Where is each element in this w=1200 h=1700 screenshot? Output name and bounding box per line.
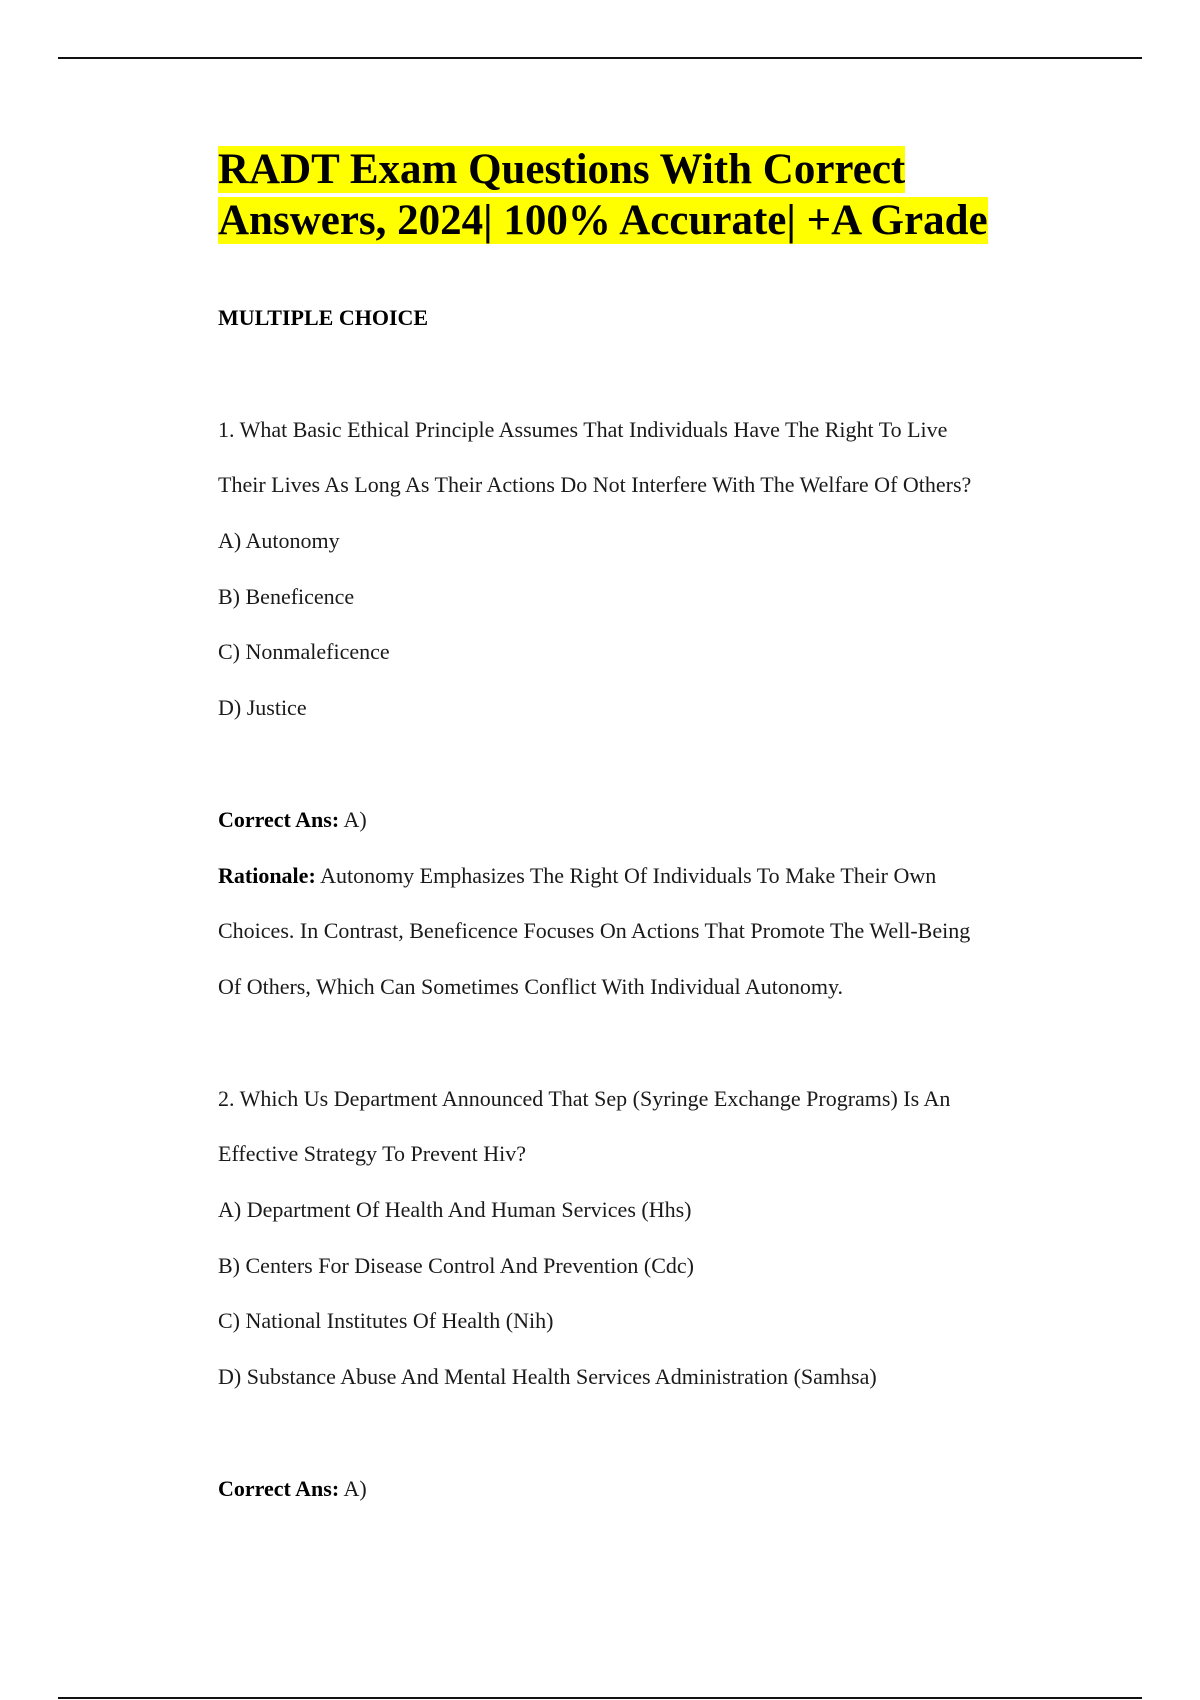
question-2-text-line-1: 2. Which Us Department Announced That Sep (Syringe Exchange Programs) Is An xyxy=(218,1086,951,1111)
question-2-text-line-2: Effective Strategy To Prevent Hiv? xyxy=(218,1141,526,1166)
question-1-text-line-2: Their Lives As Long As Their Actions Do Not Interfere With The Welfare Of Others? xyxy=(218,472,972,497)
question-1-rationale-line-1 xyxy=(218,862,936,890)
question-1-correct-answer xyxy=(218,806,367,834)
question-1-option-b: B) Beneficence xyxy=(218,584,355,609)
correct-answer-value: A) xyxy=(343,807,367,832)
question-2-option-c: C) National Institutes Of Health (Nih) xyxy=(218,1308,554,1333)
document-title xyxy=(218,144,988,246)
top-rule xyxy=(58,57,1142,59)
bottom-rule xyxy=(58,1697,1142,1699)
question-1-option-c: C) Nonmaleficence xyxy=(218,639,390,664)
question-1-rationale-line-2: Choices. In Contrast, Beneficence Focuses On Actions That Promote The Well-Being xyxy=(218,918,971,943)
question-2-correct-answer xyxy=(218,1475,367,1503)
question-2-option-d: D) Substance Abuse And Mental Health Services Administration (Samhsa) xyxy=(218,1364,877,1389)
correct-answer-label: Correct Ans: xyxy=(218,1476,340,1501)
question-1-text-line-1: 1. What Basic Ethical Principle Assumes That Individuals Have The Right To Live xyxy=(218,417,948,442)
rationale-label: Rationale: xyxy=(218,863,316,888)
question-1-option-d: D) Justice xyxy=(218,695,307,720)
question-1-rationale-line-3: Of Others, Which Can Sometimes Conflict With Individual Autonomy. xyxy=(218,974,844,999)
correct-answer-label: Correct Ans: xyxy=(218,807,340,832)
rationale-text: Autonomy Emphasizes The Right Of Individuals To Make Their Own xyxy=(320,863,937,888)
section-heading: MULTIPLE CHOICE xyxy=(218,305,429,330)
question-2-option-b: B) Centers For Disease Control And Prevention (Cdc) xyxy=(218,1253,694,1278)
correct-answer-value: A) xyxy=(343,1476,367,1501)
title-line-2: Answers, 2024| 100% Accurate| +A Grade xyxy=(218,197,988,244)
question-2-option-a: A) Department Of Health And Human Services (Hhs) xyxy=(218,1197,692,1222)
title-line-1: RADT Exam Questions With Correct xyxy=(218,146,906,193)
question-1-option-a: A) Autonomy xyxy=(218,528,340,553)
